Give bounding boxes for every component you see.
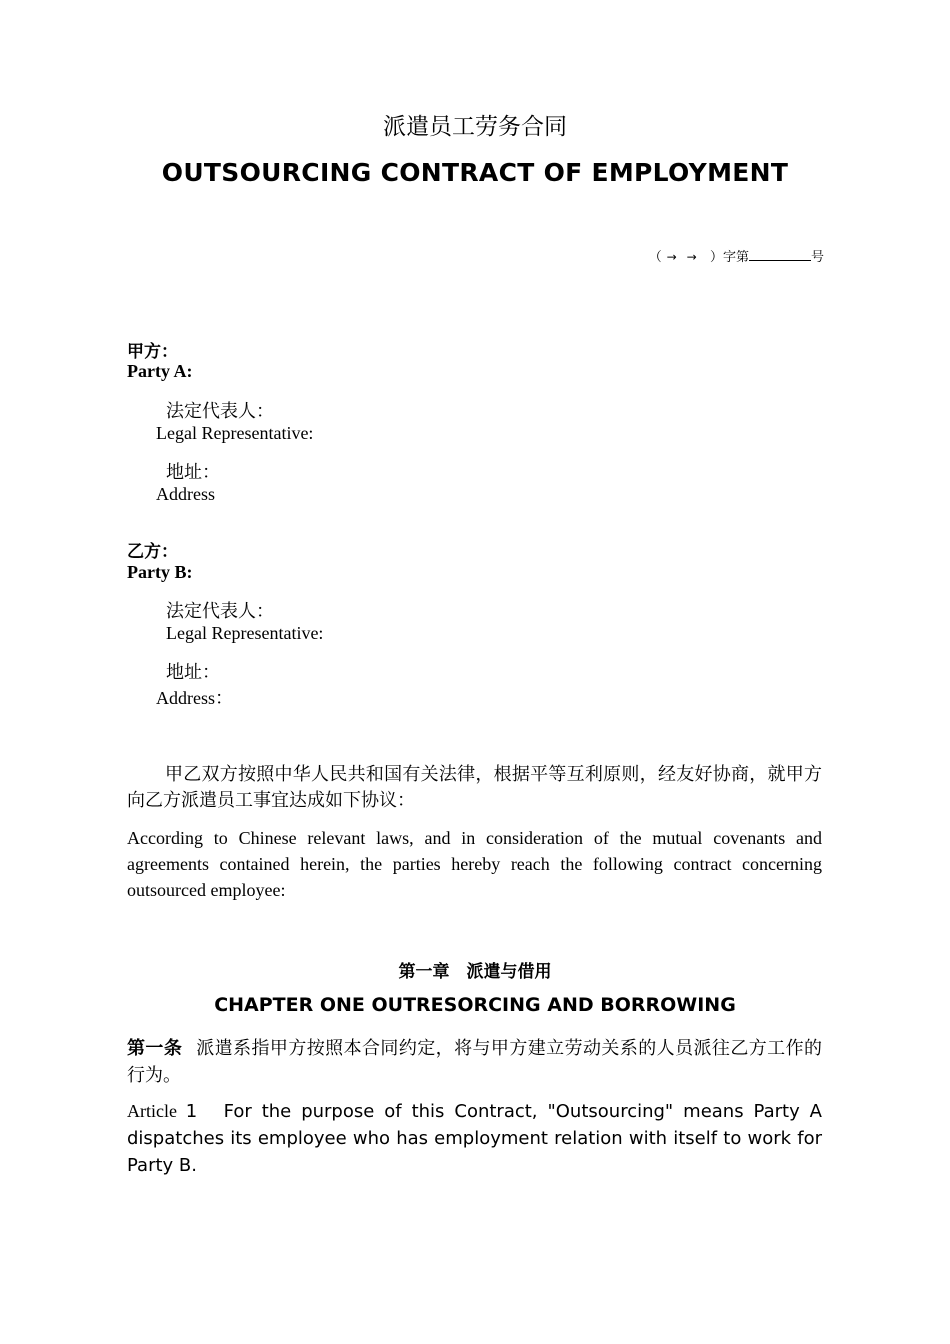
- doc-number-arrow-1: →: [666, 250, 677, 264]
- chapter-title-cn: 第一章 派遣与借用: [398, 962, 552, 982]
- article-1-body-cn: 派遣系指甲方按照本合同约定，将与甲方建立劳动关系的人员派往乙方工作的行为。: [127, 1038, 822, 1085]
- title-english: OUTSOURCING CONTRACT OF EMPLOYMENT: [161, 158, 789, 187]
- party-a-label-en: Party A:: [127, 361, 193, 381]
- article-1-heading-cn: 第一条: [127, 1038, 183, 1059]
- article-1-label-en: Article: [127, 1101, 177, 1121]
- party-a-rep-cn: 法定代表人：: [166, 401, 274, 421]
- party-b-addr-cn: 地址：: [166, 662, 220, 682]
- document-number: [649, 246, 824, 265]
- doc-number-middle: ）字第: [709, 250, 749, 265]
- doc-number-arrow-2: →: [686, 250, 697, 264]
- party-b-rep-cn: 法定代表人：: [166, 601, 274, 621]
- party-a-label-cn: 甲方：: [127, 342, 178, 362]
- party-b-label-cn: 乙方：: [127, 542, 178, 562]
- article-1-chinese: [127, 1035, 822, 1088]
- party-a-addr-en: Address: [156, 484, 215, 504]
- title-chinese: 派遣员工劳务合同: [383, 114, 567, 139]
- preamble-english: According to Chinese relevant laws, and in consideration of the mutual covenants and agreements contained herein, the parties hereby reach the following contract concerning outsourced employee:: [127, 828, 822, 900]
- doc-number-suffix: 号: [810, 250, 824, 265]
- doc-number-open-paren: （: [648, 250, 662, 265]
- chapter-title-en: CHAPTER ONE OUTRESORCING AND BORROWING: [214, 994, 736, 1016]
- doc-number-blank: [749, 249, 811, 261]
- article-1-body-en: 1 For the purpose of this Contract, "Outsourcing" means Party A dispatches its employee who has employment relation with itself to work for Party B.: [127, 1101, 822, 1176]
- party-a-addr-cn: 地址：: [166, 462, 220, 482]
- party-b-rep-en: Legal Representative:: [166, 623, 324, 643]
- article-1-english: [127, 1098, 822, 1179]
- preamble-chinese: 甲乙双方按照中华人民共和国有关法律，根据平等互利原则，经友好协商，就甲方向乙方派遣员工事宜达成如下协议：: [127, 764, 822, 810]
- party-a-rep-en: Legal Representative:: [156, 423, 314, 443]
- party-b-label-en: Party B:: [127, 562, 193, 582]
- party-b-addr-en: Address：: [156, 688, 233, 708]
